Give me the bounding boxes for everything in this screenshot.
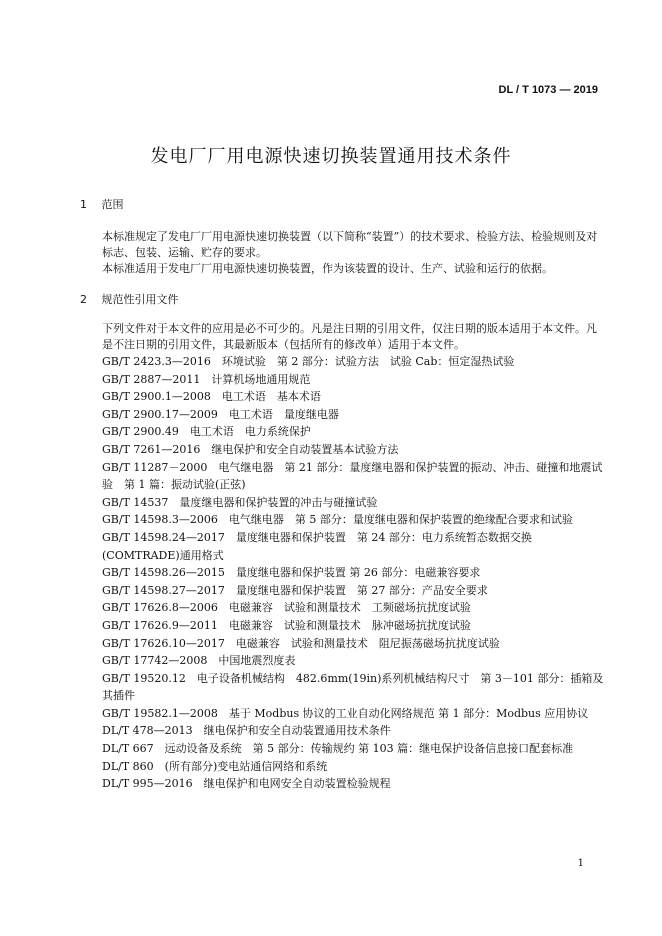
list-item: GB/T 2423.3—2016 环境试验 第 2 部分：试验方法 试验 Cab：恒定湿热试验 (102, 355, 515, 368)
list-item: GB/T 19582.1—2008 基于 Modbus 协议的工业自动化网络规范 第 1 部分：Modbus 应用协议 (102, 706, 589, 720)
section-1-heading (80, 196, 124, 212)
list-item: GB/T 19520.12 电子设备机械结构 482.6mm(19in)系列机械结构尺寸 第 3－101 部分：插箱及其插件 (102, 671, 604, 703)
list-item: GB/T 17626.8—2006 电磁兼容 试验和测量技术 工频磁场抗扰度试验 (102, 601, 471, 615)
list-item: DL/T 667 远动设备及系统 第 5 部分：传输规约 第 103 篇：继电保护设备信息接口配套标准 (102, 742, 574, 756)
section-1-paragraph-2: 本标准适用于发电厂厂用电源快速切换装置，作为该装置的设计、生产、试验和运行的依据。 (102, 262, 553, 275)
section-2-heading (80, 291, 179, 307)
list-item: GB/T 14598.3—2006 电气继电器 第 5 部分：量度继电器和保护装置的绝缘配合要求和试验 (102, 513, 573, 527)
list-item: GB/T 2900.49 电工术语 电力系统保护 (102, 425, 311, 439)
list-item: GB/T 14598.24—2017 量度继电器和保护装置 第 24 部分：电力系统暂态数据交换(COMTRADE)通用格式 (102, 530, 532, 562)
list-item: GB/T 2900.1—2008 电工术语 基本术语 (102, 390, 321, 404)
list-item: GB/T 2900.17—2009 电工术语 量度继电器 (102, 407, 339, 421)
section-title: 范围 (101, 198, 124, 211)
normative-reference-list (80, 353, 604, 793)
list-item: GB/T 14537 量度继电器和保护装置的冲击与碰撞试验 (102, 495, 378, 509)
list-item: DL/T 995—2016 继电保护和电网安全自动装置检验规程 (102, 777, 391, 791)
list-item: GB/T 17626.9—2011 电磁兼容 试验和测量技术 脉冲磁场抗扰度试验 (102, 618, 471, 632)
list-item: GB/T 17742—2008 中国地震烈度表 (102, 654, 296, 668)
standard-code: DL / T 1073 — 2019 (498, 84, 598, 96)
section-title: 规范性引用文件 (101, 293, 179, 306)
list-item: DL/T 860 (所有部分)变电站通信网络和系统 (102, 759, 328, 773)
list-item: GB/T 14598.27—2017 量度继电器和保护装置 第 27 部分：产品安全要求 (102, 583, 488, 597)
section-number: 1 (80, 198, 87, 211)
list-item: GB/T 17626.10—2017 电磁兼容 试验和测量技术 阻尼振荡磁场抗扰度试验 (102, 636, 500, 650)
document-title: 发电厂厂用电源快速切换装置通用技术条件 (150, 146, 512, 167)
list-item: DL/T 478—2013 继电保护和安全自动装置通用技术条件 (102, 724, 391, 738)
section-number: 2 (80, 293, 87, 306)
list-item: GB/T 11287－2000 电气继电器 第 21 部分：量度继电器和保护装置的振动、冲击、碰撞和地震试验 第 1 篇：振动试验(正弦) (102, 460, 603, 492)
page-number: 1 (577, 858, 584, 869)
list-item: GB/T 14598.26—2015 量度继电器和保护装置 第 26 部分：电磁兼容要求 (102, 566, 481, 580)
list-item: GB/T 2887—2011 计算机场地通用规范 (102, 372, 311, 386)
section-2-paragraph-1: 下列文件对于本文件的应用是必不可少的。凡是注日期的引用文件，仅注日期的版本适用于本文件。凡是不注日期的引用文件，其最新版本（包括所有的修改单）适用于本文件。 (102, 322, 597, 351)
list-item: GB/T 7261—2016 继电保护和安全自动装置基本试验方法 (102, 442, 399, 456)
section-1-paragraph-1: 本标准规定了发电厂厂用电源快速切换装置（以下简称“装置”）的技术要求、检验方法、检验规则及对标志、包装、运输、贮存的要求。 (102, 230, 598, 259)
